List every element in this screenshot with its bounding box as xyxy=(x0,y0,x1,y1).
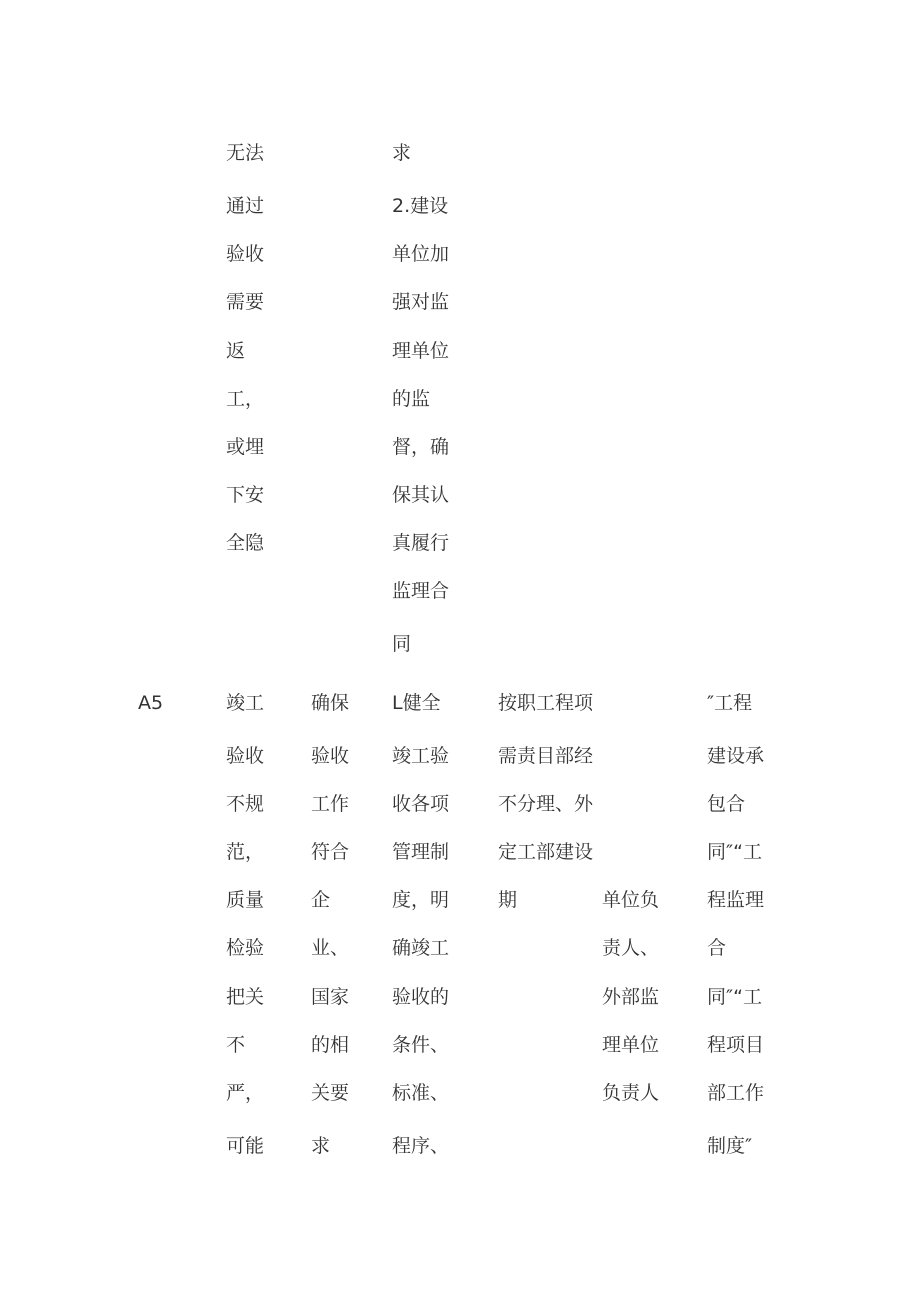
risk-line: 不规 xyxy=(226,793,265,815)
risk-line: 竣工 xyxy=(226,692,265,714)
document-line: ″工程 xyxy=(707,692,753,714)
top-control-line: 同 xyxy=(392,633,412,655)
control-line: 竣工验 xyxy=(392,745,450,767)
responsibility-line: 不分理、外 xyxy=(498,793,594,815)
goal-line: 求 xyxy=(311,1135,331,1157)
risk-line: 质量 xyxy=(226,889,265,911)
risk-line: 严， xyxy=(226,1082,265,1104)
control-line: 确竣工 xyxy=(392,937,450,959)
document-line: 程项目 xyxy=(707,1034,765,1056)
risk-line: 检验 xyxy=(226,937,265,959)
top-risk-line: 或埋 xyxy=(226,436,265,458)
document-line: 程监理 xyxy=(707,889,765,911)
risk-line: 可能 xyxy=(226,1135,265,1157)
document-line: 同″“工 xyxy=(707,841,762,863)
top-control-line: 单位加 xyxy=(392,243,450,265)
document-line: 制度″ xyxy=(707,1135,753,1157)
top-control-line: 督，确 xyxy=(392,436,450,458)
top-control-line: 保其认 xyxy=(392,484,450,506)
responsibility-line: 按职工程项 xyxy=(498,692,594,714)
risk-line: 范， xyxy=(226,841,265,863)
risk-line: 验收 xyxy=(226,745,265,767)
top-risk-line: 下安 xyxy=(226,484,265,506)
responsibility-line: 定工部建设 xyxy=(498,841,594,863)
goal-line: 国家 xyxy=(311,986,350,1008)
control-line: 验收的 xyxy=(392,986,450,1008)
document-line: 包合 xyxy=(707,793,746,815)
top-control-line: 求 xyxy=(392,142,412,164)
risk-line: 不 xyxy=(226,1034,246,1056)
top-control-line: 强对监 xyxy=(392,291,450,313)
control-line: L健全 xyxy=(392,692,441,714)
control-line: 收各项 xyxy=(392,793,450,815)
top-risk-line: 无法 xyxy=(226,142,265,164)
document-line: 同″“工 xyxy=(707,986,762,1008)
top-control-line: 2.建设 xyxy=(392,195,449,217)
control-line: 标准、 xyxy=(392,1082,450,1104)
document-line: 建设承 xyxy=(707,745,765,767)
top-control-line: 的监 xyxy=(392,388,431,410)
top-risk-line: 验收 xyxy=(226,243,265,265)
risk-line: 把关 xyxy=(226,986,265,1008)
control-line: 管理制 xyxy=(392,841,450,863)
responsibility-line: 需责目部经 xyxy=(498,745,594,767)
goal-line: 工作 xyxy=(311,793,350,815)
person-line: 单位负 xyxy=(602,889,660,911)
goal-line: 的相 xyxy=(311,1034,350,1056)
person-line: 负责人 xyxy=(602,1082,660,1104)
goal-line: 业、 xyxy=(311,937,350,959)
top-risk-line: 全隐 xyxy=(226,532,265,554)
goal-line: 确保 xyxy=(311,692,350,714)
top-risk-line: 工， xyxy=(226,388,265,410)
top-control-line: 理单位 xyxy=(392,340,450,362)
goal-line: 企 xyxy=(311,889,331,911)
top-risk-line: 返 xyxy=(226,340,246,362)
top-control-line: 监理合 xyxy=(392,580,450,602)
document-line: 合 xyxy=(707,937,727,959)
person-line: 理单位 xyxy=(602,1034,660,1056)
top-risk-line: 需要 xyxy=(226,291,265,313)
top-control-line: 真履行 xyxy=(392,532,450,554)
goal-line: 验收 xyxy=(311,745,350,767)
goal-line: 符合 xyxy=(311,841,350,863)
row-id: A5 xyxy=(138,692,164,714)
goal-line: 关要 xyxy=(311,1082,350,1104)
person-line: 外部监 xyxy=(602,986,660,1008)
control-line: 度，明 xyxy=(392,889,450,911)
top-risk-line: 通过 xyxy=(226,195,265,217)
responsibility-line: 期 xyxy=(498,889,518,911)
person-line: 责人、 xyxy=(602,937,660,959)
control-line: 条件、 xyxy=(392,1034,450,1056)
control-line: 程序、 xyxy=(392,1135,450,1157)
document-line: 部工作 xyxy=(707,1082,765,1104)
